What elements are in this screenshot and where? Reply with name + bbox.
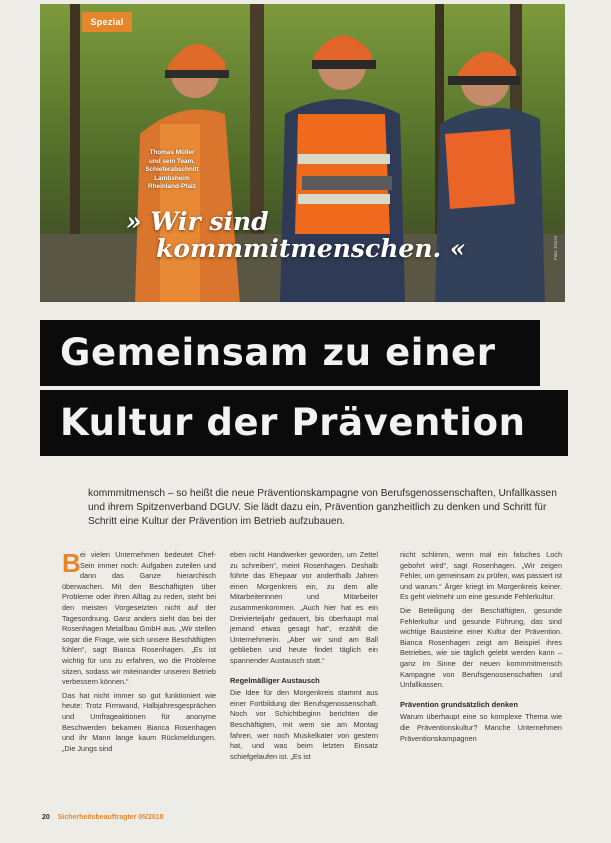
subheading: Prävention grundsätzlich denken [400,699,518,709]
headline-line-2: Kultur der Prävention [40,390,568,456]
page-footer [42,814,164,821]
caption-line: Rheinland-Pfalz [148,183,196,191]
photo-credit: Foto: DGUV [553,235,558,260]
body-column-1 [62,550,216,757]
campaign-slogan [122,208,482,262]
body-paragraph: nicht schlimm, wenn mal ein falsches Loch gebohrt wird“, sagt Rosenhagen. „Wir zeigen Fehler, um gemeinsam zu prüfen, was passiert ist und warum.“ Ärger kriegt im Morgenkreis keiner. Es geht vielmehr um eine gesunde Fehlerkultur. [400,550,562,602]
page-number: 20 [42,814,50,821]
body-paragraph: Das hat nicht immer so gut funktioniert wie heute: Trotz Firmwand, Halbjahresgesprächen und Umfrageaktionen für anonyme Beschwerden bekamen Bianca Rosenhagen und ihr Mann lange kaum Rückmeldungen. „Die Jungs sind [62,690,216,753]
lead-paragraph: kommmitmensch – so heißt die neue Präventionskampagne von Berufsgenossenschaften, Unfallkassen und ihrem Spitzenverband DGUV. Sie lädt dazu ein, Prävention ganzheitlich zu denken und Schritt für Schritt eine Kultur der Prävention im Betrieb aufzubauen. [88,488,557,528]
body-paragraph: Die Beteiligung der Beschäftigten, gesunde Fehlerkultur und gesunde Führung, das sind wichtige Bausteine einer Kultur der Prävention. Bianca Rosenhagen zeigt am Beispiel ihres Betriebes, wie sie täglich gelebt werden kann – ganz im Sinne der neuen kommmitmensch Kampagne von Berufsgenossenschaften und Unfallkassen. [400,605,562,690]
body-column-3 [400,550,562,747]
magazine-name: Sicherheitsbeauftragter 05/2018 [57,814,164,821]
caption-line: Thomas Müller [149,149,195,156]
photo-caption [138,149,206,192]
header-photo [40,4,565,302]
dropcap: B [62,548,81,578]
subheading: Regelmäßiger Austausch [230,675,320,685]
headline-line-1: Gemeinsam zu einer [40,320,540,386]
caption-line: Lambsheim [154,174,190,182]
body-paragraph: ei vielen Unternehmen bedeutet Chef-Sein immer noch: Aufgaben zuteilen und dann das Ganze hierarchisch überwachen. Mit den Beschäftigten über Probleme oder ihren Alltag zu reden, steht bei den meisten Vorgesetzten nicht auf der Tagesordnung. Ganz anders sieht das bei der Rosenhagen Metallbau GmbH aus. „Wir stellen sogar die Frage, wie sich unsere Beschäftigten fühlen“, sagt Bianca Rosenhagen. „Es ist wichtig für uns zu erfahren, wo die Probleme sitzen, sodass wir miteinander unseren Betrieb verbessern können.“ [62,550,216,687]
body-paragraph: Die Idee für den Morgenkreis stammt aus einer Fortbildung der Berufsgenossenschaft. Noch vor Schichtbeginn berichten die Beschäftigten, mit wem sie am Montag fahren, wer noch Muskelkater von gestern hat, und was beim letzten Einsatz schiefgelaufen ist. „Es ist [230,688,378,761]
section-tag: Spezial [82,12,132,32]
caption-line: und sein Team. [148,157,196,165]
body-paragraph: eben nicht Handwerker geworden, um Zettel zu schreiben“, meint Rosenhagen. Deshalb führte das Ehepaar vor anderthalb Jahren einen Morgenkreis ein, zu dem alle Mitarbeiterinnen und Mitarbeiter zusammenkommen. „Auch hier hat es ein Dreivierteljahr gedauert, bis überhaupt mal jemand etwas gesagt hat“, erzählt die Unternehmerin. „Aber wir sind am Ball geblieben und heute findet täglich ein spannender Austausch statt.“ [230,550,378,665]
slogan-line-1: » Wir sind [126,207,269,236]
body-column-2 [230,550,378,765]
caption-line: Schieferabschnitt [145,166,199,174]
body-paragraph: Warum überhaupt eine so komplexe Thema wie die Präventionskultur? Manche Unternehmen Präventionskampagnen [400,712,562,743]
slogan-line-2: kommmitmenschen. « [156,234,466,263]
